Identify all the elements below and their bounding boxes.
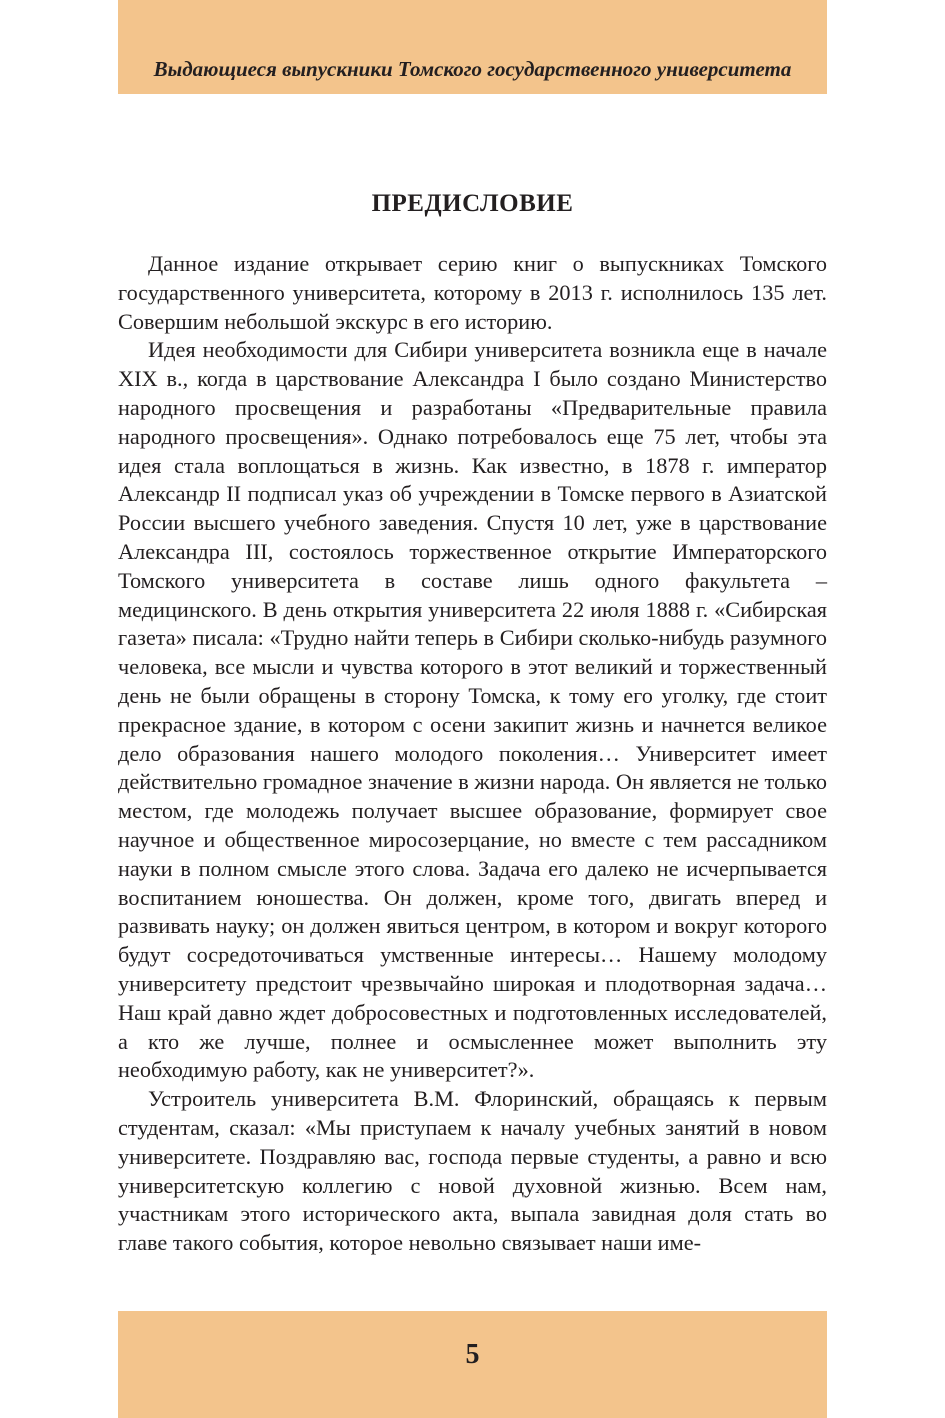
- header-band: [118, 0, 827, 94]
- footer-band: [118, 1311, 827, 1418]
- paragraph: Данное издание открывает серию книг о выпускниках Томского государственного университета, которому в 2013 г. исполнилось 135 лет. Совершим небольшой экскурс в его историю.: [118, 251, 827, 334]
- paragraph: Идея необходимости для Сибири университета возникла еще в начале XIX в., когда в царствование Александра I было создано Министерство народного просвещения и разработаны «Предварительные правила народного просвещения». Однако потребовалось еще 75 лет, чтобы эта идея стала воплощаться в жизнь. Как известно, в 1878 г. император Александр II подписал указ об учреждении в Томске первого в Азиатской России высшего учебного заведения. Спустя 10 лет, уже в царствование Александра III, состоялось торжественное открытие Императорского Томского университета в составе лишь одного факультета – медицинского. В день открытия университета 22 июля 1888 г. «Сибирская газета» писала: «Трудно найти теперь в Сибири сколько-нибудь разумного человека, все мысли и чувства которого в этот великий и торжественный день не были обращены в сторону Томска, к тому его уголку, где стоит прекрасное здание, в котором с осени закипит жизнь и начнется великое дело образования нашего молодого поколения… Университет имеет действительно громадное значение в жизни народа. Он является не только местом, где молодежь получает высшее образование, формирует свое научное и общественное миросозерцание, но вместе с тем рассадником науки в полном смысле этого слова. Задача его далеко не исчерпывается воспитанием юношества. Он должен, кроме того, двигать вперед и развивать науку; он должен явиться центром, в котором и вокруг которого будут сосредоточиваться умственные интересы… Нашему молодому университету предстоит чрезвычайно широкая и плодотворная задача… Наш край давно ждет добросовестных и подготовленных исследователей, а кто же лучше, полнее и осмысленнее может выполнить эту необходимую работу, как не университет?».: [118, 337, 827, 1083]
- chapter-title: ПРЕДИСЛОВИЕ: [371, 190, 574, 217]
- paragraph: Устроитель университета В.М. Флоринский, обращаясь к первым студентам, сказал: «Мы приступаем к началу учебных занятий в новом университете. Поздравляю вас, господа первые студенты, а равно и всю университетскую коллегию с новой духовной жизнью. Всем нам, участникам этого исторического акта, выпала завидная доля стать во главе такого события, которое невольно связывает наши име-: [118, 1086, 827, 1256]
- body-text: [118, 250, 827, 1258]
- running-title: Выдающиеся выпускники Томского государственного университета: [153, 57, 792, 81]
- page-number: 5: [465, 1339, 480, 1370]
